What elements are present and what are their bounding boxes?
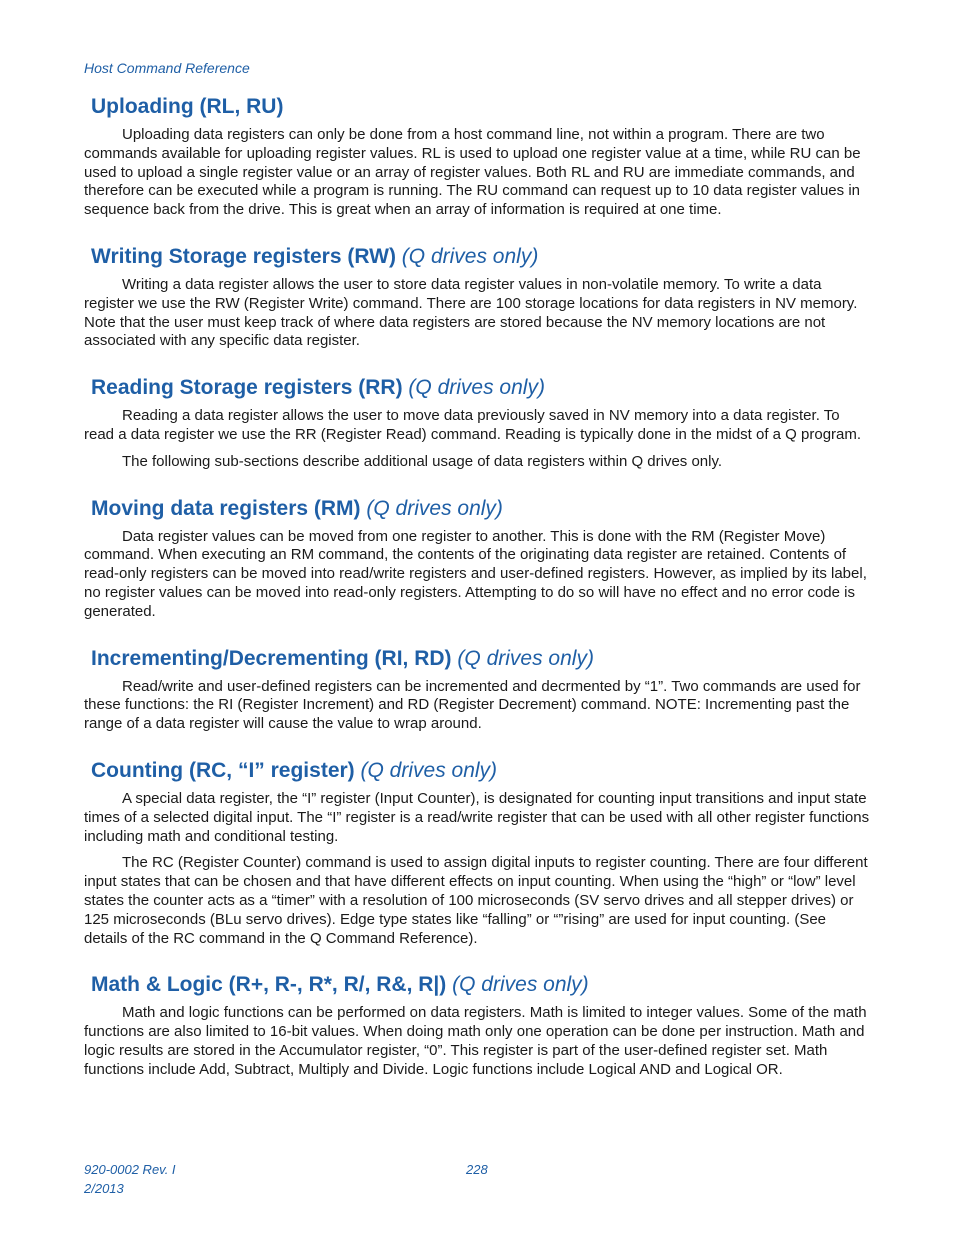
- section-inc-dec: [84, 644, 870, 734]
- heading-title: Counting (RC, “I” register): [91, 758, 355, 782]
- section-heading: [91, 92, 870, 122]
- footer-doc-number: 920-0002 Rev. I: [84, 1162, 176, 1177]
- paragraph: Math and logic functions can be performed on data registers. Math is limited to integer values. Some of the math functions are also limited to 16-bit values. When doing math only one operation can be done per instruction. Math and logic results are stored in the Accumulator register, “0”. This register is part of the user-defined register set. Math functions include Add, Subtract, Multiply and Divide. Logic functions include Logical AND and Logical OR.: [84, 1004, 867, 1078]
- heading-note: (Q drives only): [457, 646, 594, 670]
- heading-title: Reading Storage registers (RR): [91, 376, 403, 400]
- heading-title: Writing Storage registers (RW): [91, 244, 396, 268]
- footer-date: 2/2013: [84, 1181, 124, 1196]
- section-heading: [91, 970, 870, 1000]
- section-heading: [91, 242, 870, 272]
- section-heading: [91, 644, 870, 674]
- running-header: Host Command Reference: [84, 60, 250, 76]
- paragraph: Writing a data register allows the user to store data register values in non-volatile memory. To write a data register we use the RW (Register Write) command. There are 100 storage locations for data registers in NV memory. Note that the user must keep track of where data registers are stored because the NV memory locations are not associated with any specific data register.: [84, 275, 858, 350]
- heading-note: (Q drives only): [408, 376, 545, 400]
- section-math-logic: [84, 970, 870, 1079]
- paragraph: The RC (Register Counter) command is used to assign digital inputs to register counting. There are four different input states that can be chosen and that have different effects on input counting. When using the “high” or “low” level states the counter acts as a “timer” with a resolution of 100 microseconds (SV servo drives and all stepper drives) or 125 microseconds (BLu servo drives). Edge type states like “falling” or “”rising” are used for input counting. (See details of the RC command in the Q Command Reference).: [84, 854, 868, 947]
- paragraph: Data register values can be moved from one register to another. This is done with the RM (Register Move) command. When executing an RM command, the contents of the originating data register are retained. Contents of read-only registers can be moved into read/write registers and user-defined registers. However, as implied by its label, no register values can be moved into read-only registers. Attempting to do so will have no effect and no error code is generated.: [84, 527, 867, 620]
- paragraph: A special data register, the “I” register (Input Counter), is designated for counting input transitions and input state times of a selected digital input. The “I” register is a read/write register that can be used with all other register functions including math and conditional testing.: [84, 789, 870, 845]
- heading-title: Math & Logic (R+, R-, R*, R/, R&, R|): [91, 973, 447, 997]
- section-heading: [91, 756, 870, 786]
- heading-note: (Q drives only): [452, 973, 589, 997]
- paragraph: The following sub-sections describe additional usage of data registers within Q drives only.: [122, 452, 723, 470]
- section-uploading: [84, 92, 870, 220]
- page-number: 228: [466, 1162, 488, 1177]
- heading-title: Incrementing/Decrementing (RI, RD): [91, 646, 452, 670]
- footer-doc-info: [84, 1160, 176, 1198]
- heading-title: Moving data registers (RM): [91, 496, 361, 520]
- paragraph: Read/write and user-defined registers can be incremented and decrmented by “1”. Two commands are used for these functions: the RI (Register Increment) and RD (Register Decrement) command. NOTE: Incrementing past the range of a data register will cause the value to wrap around.: [84, 677, 861, 733]
- section-counting: [84, 756, 870, 948]
- heading-note: (Q drives only): [366, 496, 503, 520]
- section-heading: [91, 494, 870, 524]
- section-reading-storage: [84, 373, 870, 471]
- section-heading: [91, 373, 870, 403]
- page-content: [84, 92, 870, 1088]
- section-writing-storage: [84, 242, 870, 351]
- section-moving-registers: [84, 494, 870, 622]
- heading-note: (Q drives only): [401, 244, 539, 268]
- paragraph: Reading a data register allows the user to move data previously saved in NV memory into a data register. To read a data register we use the RR (Register Read) command. Reading is typically done in the midst of a Q program.: [84, 407, 862, 443]
- heading-title: Uploading (RL, RU): [91, 95, 284, 118]
- heading-note: (Q drives only): [360, 758, 498, 782]
- paragraph: Uploading data registers can only be done from a host command line, not within a program. There are two commands available for uploading register values. RL is used to upload one register value at a time, while RU can be used to upload a single register value or an array of register values. Both RL and RU are immediate commands, and therefore can be executed while a program is running. The RU command can request up to 10 data register values in sequence back from the drive. This is great when an array of information is required at one time.: [84, 126, 861, 219]
